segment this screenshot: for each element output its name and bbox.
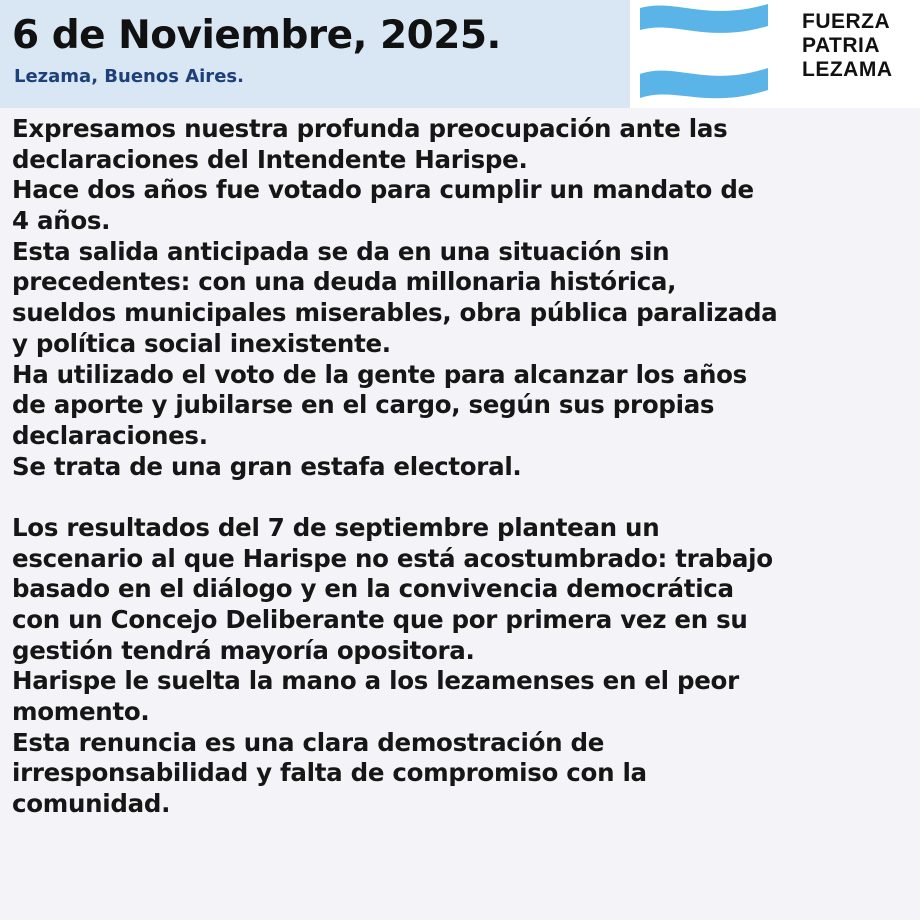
statement-line: con un Concejo Deliberante que por primera vez en su [12, 605, 748, 634]
date-title: 6 de Noviembre, 2025. [12, 13, 501, 58]
statement-line: Expresamos nuestra profunda preocupación ante las [12, 114, 728, 143]
statement-line: de aporte y jubilarse en el cargo, según sus propias [12, 390, 715, 420]
statement-line: basado en el diálogo y en la convivencia democrática [12, 574, 734, 604]
logo-line-patria: PATRIA [802, 34, 881, 57]
statement-body [12, 114, 918, 820]
statement-line: gestión tendrá mayoría opositora. [12, 635, 475, 665]
flag-wave-bottom [640, 68, 768, 98]
statement-line: Hace dos años fue votado para cumplir un mandato de [12, 175, 754, 205]
statement-line: irresponsabilidad y falta de compromiso con la [12, 758, 647, 788]
logo-line-fuerza: FUERZA [802, 10, 891, 33]
statement-line: comunidad. [12, 789, 171, 819]
header [0, 0, 920, 108]
statement-line: 4 años. [12, 206, 111, 236]
statement-line: Ha utilizado el voto de la gente para alcanzar los años [12, 359, 747, 389]
logo-wordmark [802, 10, 918, 82]
statement-line: sueldos municipales miserables, obra pública paralizada [12, 298, 778, 328]
flag-wave-top [640, 4, 768, 33]
logo-line-lezama: LEZAMA [802, 58, 893, 81]
header-date-panel [0, 0, 630, 108]
statement-line: precedentes: con una deuda millonaria histórica, [12, 267, 677, 297]
statement-line: Esta salida anticipada se da en una situación sin [12, 236, 670, 266]
statement-line: declaraciones del Intendente Harispe. [12, 144, 528, 174]
statement-line: Se trata de una gran estafa electoral. [12, 451, 522, 481]
statement-line: Los resultados del 7 de septiembre plantean un [12, 512, 660, 542]
location-subtitle: Lezama, Buenos Aires. [14, 66, 244, 87]
statement-line: declaraciones. [12, 420, 208, 450]
statement-line: momento. [12, 697, 150, 727]
statement-line: Harispe le suelta la mano a los lezamenses en el peor [12, 666, 739, 696]
statement-line: escenario al que Harispe no está acostumbrado: trabajo [12, 543, 773, 573]
statement-line: y política social inexistente. [12, 328, 391, 358]
flag-waves-icon [636, 0, 772, 108]
statement-blank-line [12, 482, 918, 513]
statement-line: Esta renuncia es una clara demostración de [12, 727, 605, 757]
